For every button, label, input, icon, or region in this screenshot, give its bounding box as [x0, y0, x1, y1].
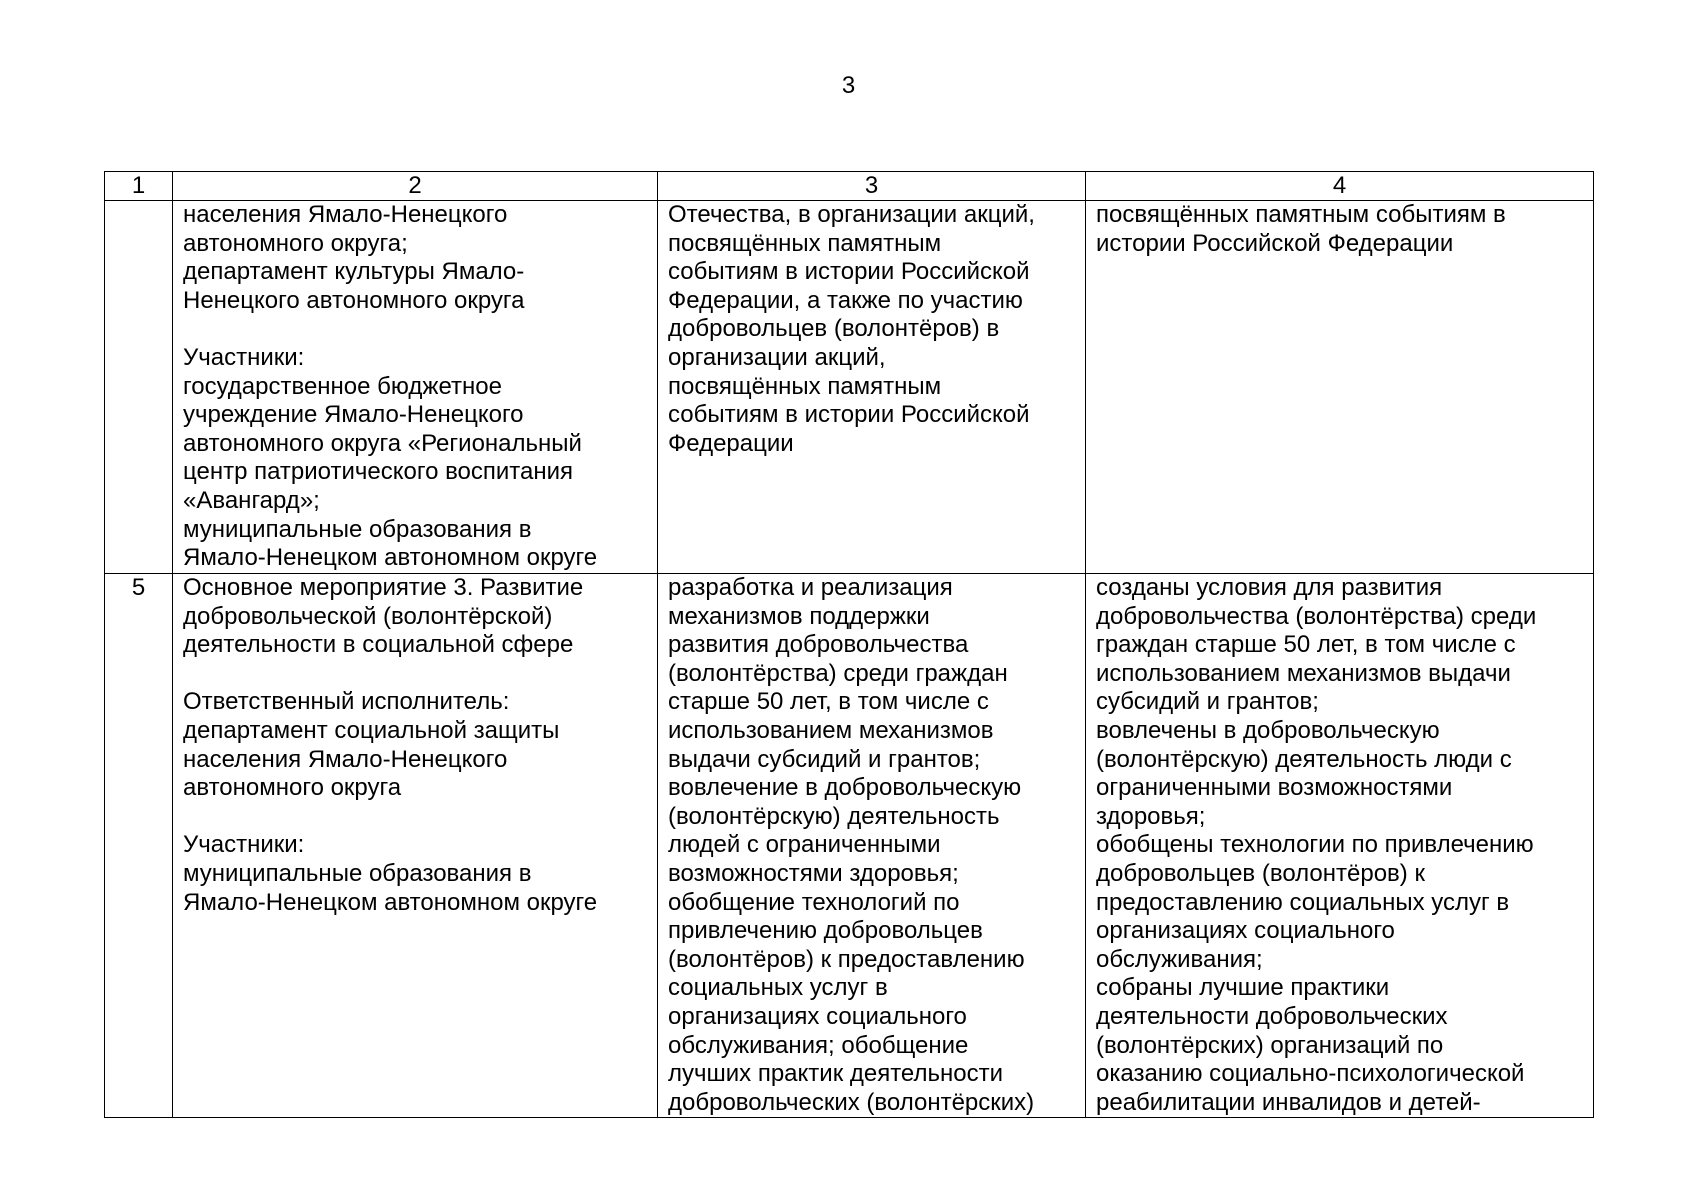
column-header-4: 4: [1086, 172, 1594, 201]
responsible-cell: Основное мероприятие 3. Развитие добровольческой (волонтёрской) деятельности в социальной сфере Ответственный исполнитель: департамент социальной защиты населения Ямало-Ненецкого автономного округа Участники: муниципальные образования в Ямало-Ненецком автономном округе: [173, 574, 658, 1118]
result-cell: посвящённых памятным событиям в истории Российской Федерации: [1086, 201, 1594, 574]
document-table: [104, 171, 1594, 1118]
row-number-cell: 5: [105, 574, 173, 1118]
table-row: [105, 201, 1594, 574]
result-cell: созданы условия для развития добровольчества (волонтёрства) среди граждан старше 50 лет, в том числе с использованием механизмов выдачи субсидий и грантов; вовлечены в добровольческую (волонтёрскую) деятельность люди с ограниченными возможностями здоровья; обобщены технологии по привлечению добровольцев (волонтёров) к предоставлению социальных услуг в организациях социального обслуживания; собраны лучшие практики деятельности добровольческих (волонтёрских) организаций по оказанию социально-психологической реабилитации инвалидов и детей-: [1086, 574, 1594, 1118]
table-header-row: [105, 172, 1594, 201]
row-number-cell: [105, 201, 173, 574]
column-header-1: 1: [105, 172, 173, 201]
column-header-3: 3: [658, 172, 1086, 201]
description-cell: Отечества, в организации акций, посвящённых памятным событиям в истории Российской Федерации, а также по участию добровольцев (волонтёров) в организации акций, посвящённых памятным событиям в истории Российской Федерации: [658, 201, 1086, 574]
table-row: [105, 574, 1594, 1118]
page-number: 3: [841, 72, 856, 99]
responsible-cell: населения Ямало-Ненецкого автономного округа; департамент культуры Ямало- Ненецкого автономного округа Участники: государственное бюджетное учреждение Ямало-Ненецкого автономного округа «Региональный центр патриотического воспитания «Авангард»; муниципальные образования в Ямало-Ненецком автономном округе: [173, 201, 658, 574]
column-header-2: 2: [173, 172, 658, 201]
description-cell: разработка и реализация механизмов поддержки развития добровольчества (волонтёрства) среди граждан старше 50 лет, в том числе с использованием механизмов выдачи субсидий и грантов; вовлечение в добровольческую (волонтёрскую) деятельность людей с ограниченными возможностями здоровья; обобщение технологий по привлечению добровольцев (волонтёров) к предоставлению социальных услуг в организациях социального обслуживания; обобщение лучших практик деятельности добровольческих (волонтёрских): [658, 574, 1086, 1118]
